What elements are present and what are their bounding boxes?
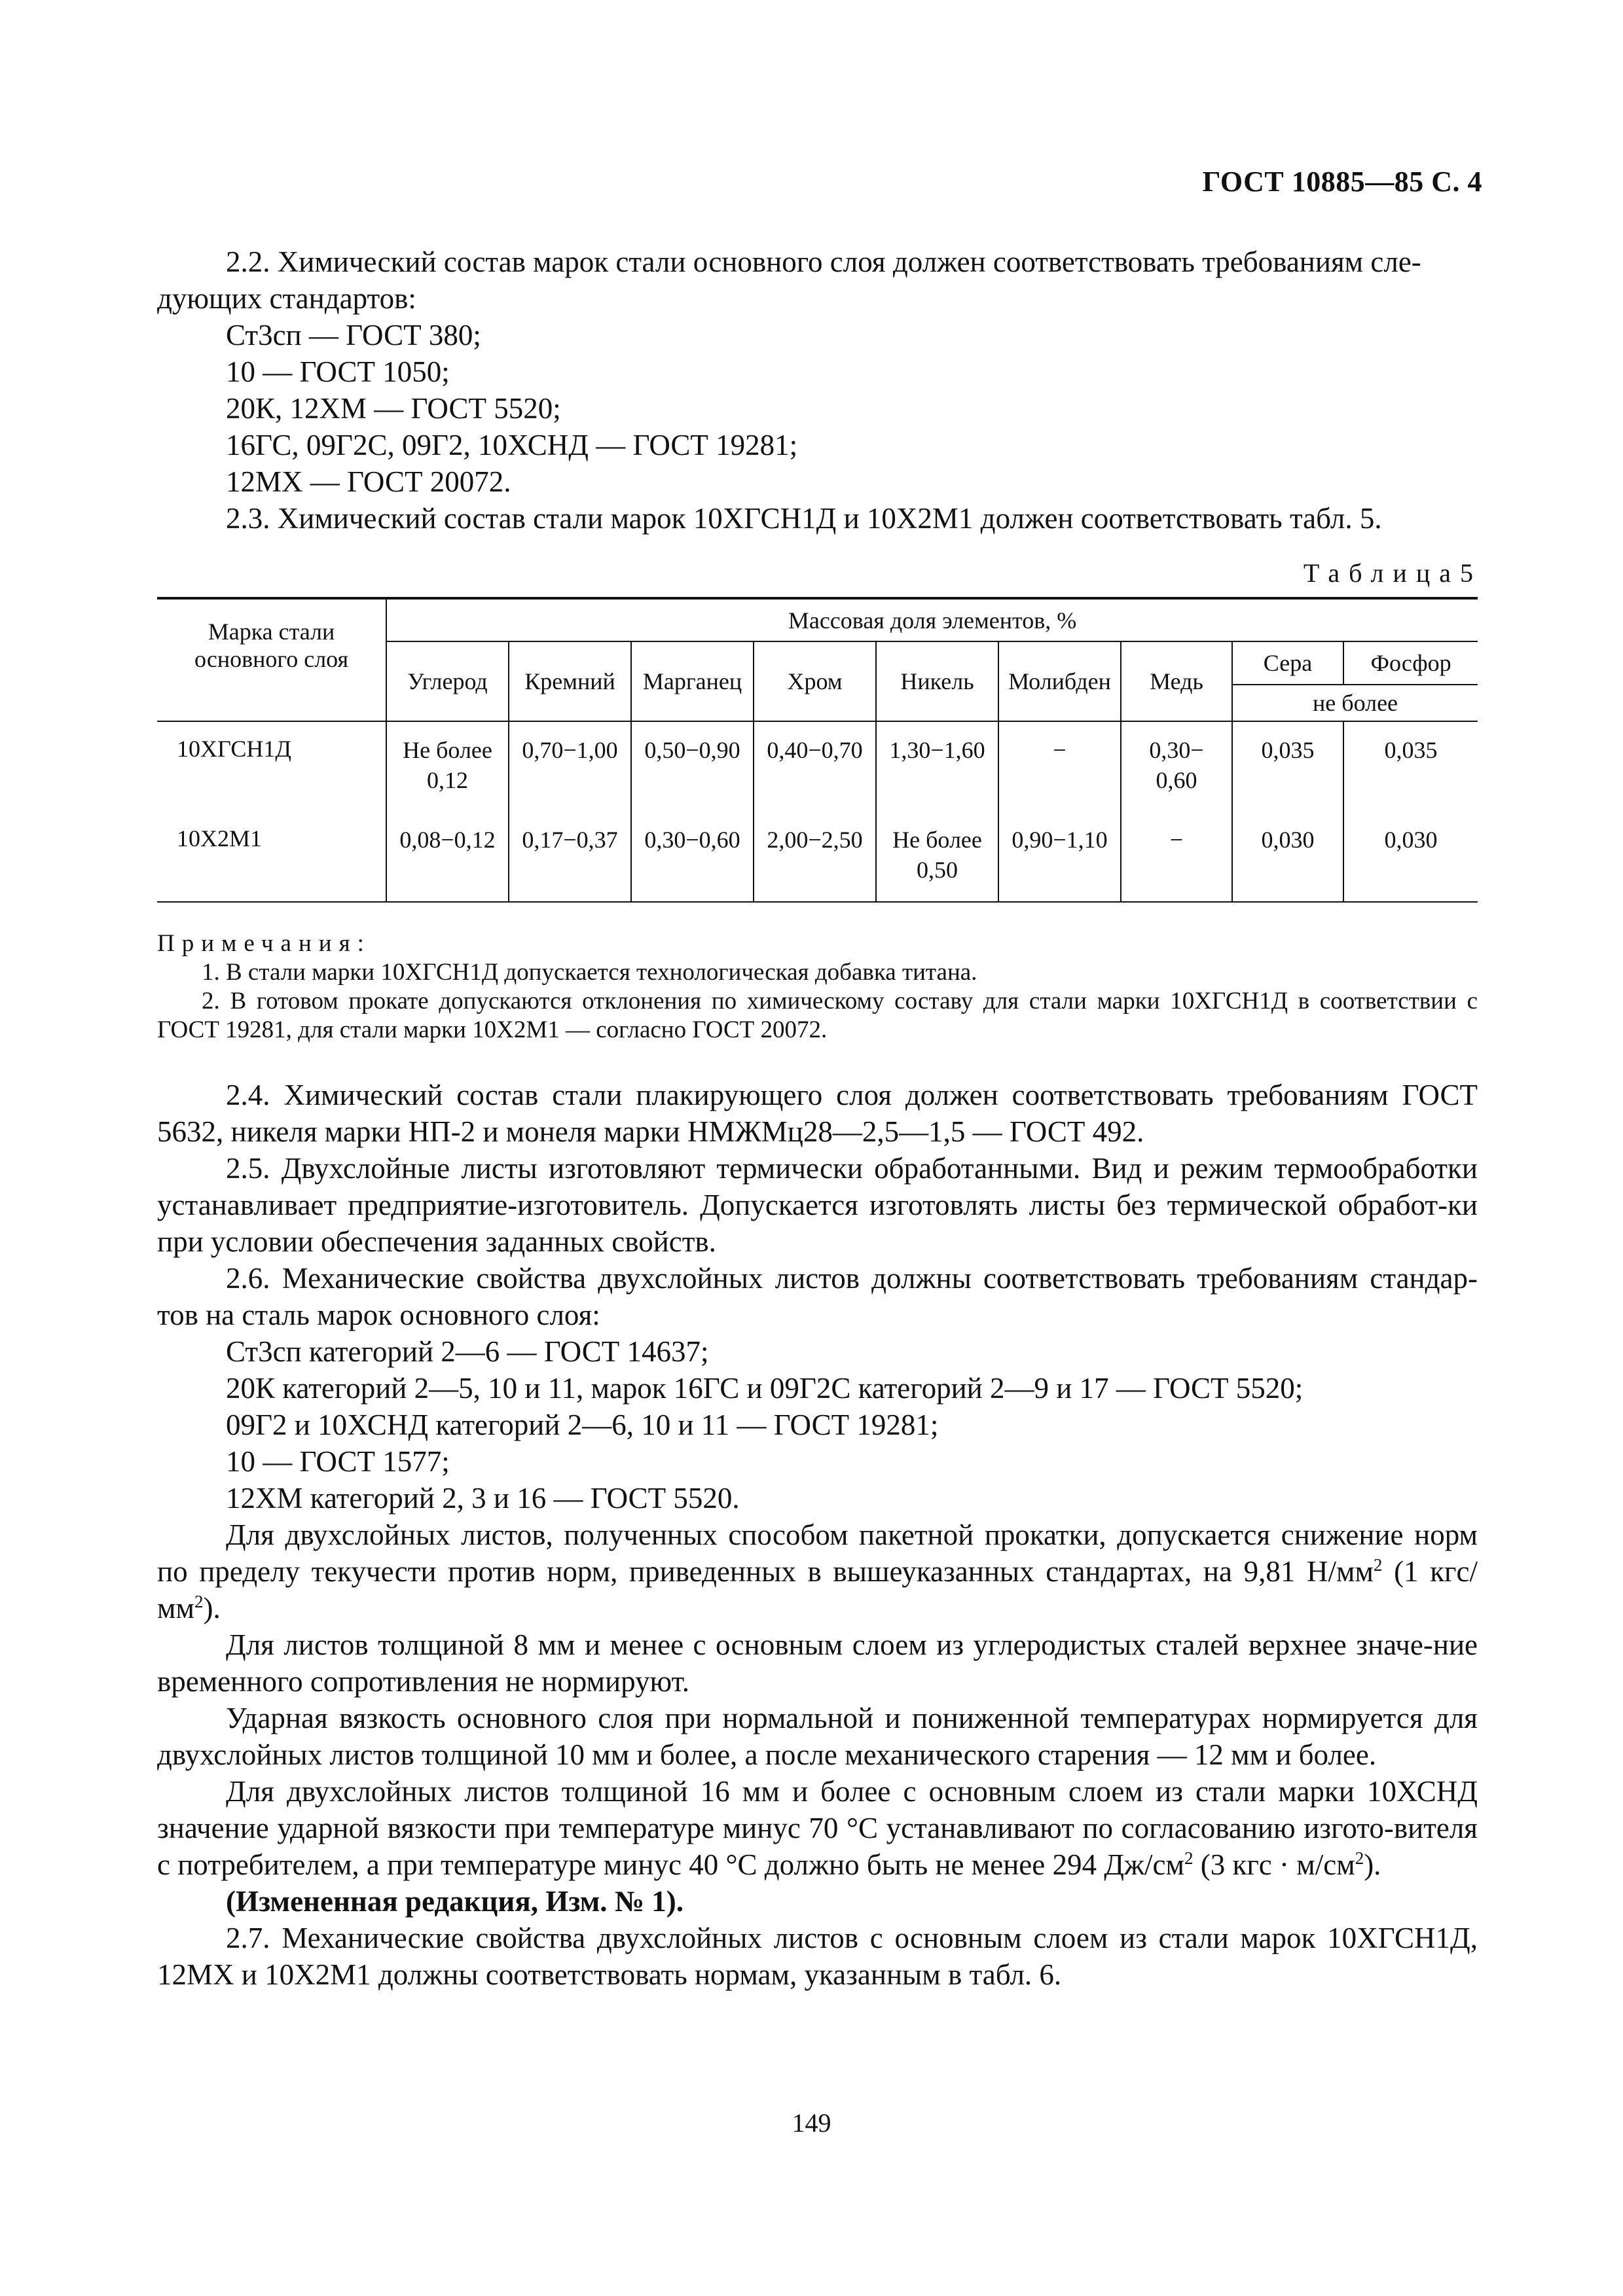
value-cell: − [1121, 812, 1232, 902]
standard-list-item: 12МХ — ГОСТ 20072. [226, 465, 511, 498]
value-cell: 0,40−0,70 [754, 721, 876, 812]
paragraph-2-2-line2: дующих стандартов: [157, 282, 416, 315]
note-2: 2. В готовом прокате допускаются отклонения по химическому составу для стали марки 10ХГСН1Д в соответствии с ГОСТ 19281, для стали марки 10Х2М1 — согласно ГОСТ 20072. [157, 988, 1478, 1043]
page-number: 149 [792, 2108, 831, 2138]
value-cell: 0,030 [1343, 812, 1478, 902]
notes-block [157, 929, 1478, 1045]
value-cell: 0,50−0,90 [631, 721, 754, 812]
standard-list-item: 12ХМ категорий 2, 3 и 16 — ГОСТ 5520. [226, 1482, 740, 1515]
superscript: 2 [194, 1592, 204, 1611]
grade-cell: 10Х2М1 [157, 812, 386, 902]
p16-text: Для двухслойных листов толщиной 16 мм и более с основным слоем из стали марки 10ХСНД значение ударной вязкости при температуре минус 70 °С устанавливают по согласованию изгото-вителя с потребителем, а при температуре минус 40 °С должно быть не менее 294 Дж/см [157, 1775, 1478, 1881]
note-1: 1. В стали марки 10ХГСН1Д допускается технологическая добавка титана. [202, 959, 977, 986]
standard-list-item: 10 — ГОСТ 1577; [226, 1445, 450, 1478]
standard-list-item: 20К, 12ХМ — ГОСТ 5520; [226, 392, 561, 425]
header-phosphorus: Фосфор [1343, 641, 1478, 685]
header-mass-fraction: Массовая доля элементов, % [386, 598, 1478, 641]
value-cell: 0,70−1,00 [509, 721, 631, 812]
pack-text-end: ). [203, 1592, 221, 1624]
notes-title: Примечания: [157, 930, 371, 957]
table-5 [157, 597, 1478, 903]
superscript: 2 [1373, 1555, 1383, 1575]
header-silicon: Кремний [509, 641, 631, 721]
value-cell: 0,08−0,12 [386, 812, 509, 902]
header-grade: Марка стали основного слоя [157, 598, 386, 721]
superscript: 2 [1184, 1848, 1194, 1868]
paragraph-pack-rolling [157, 1516, 1478, 1626]
grade-cell: 10ХГСН1Д [157, 721, 386, 812]
standard-list-item: 16ГС, 09Г2С, 09Г2, 10ХСНД — ГОСТ 19281; [226, 429, 798, 461]
header-nickel: Никель [876, 641, 998, 721]
value-cell: 0,035 [1232, 721, 1343, 812]
value-cell: 1,30−1,60 [876, 721, 998, 812]
table-row [157, 721, 1478, 812]
value-cell: Не более 0,50 [876, 812, 998, 902]
paragraph-impact: Ударная вязкость основного слоя при нормальной и пониженной температурах нормируется для двухслойных листов толщиной 10 мм и более, а после механического старения — 12 мм и более. [157, 1702, 1478, 1771]
header-manganese: Марганец [631, 641, 754, 721]
table-row [157, 812, 1478, 902]
document-code-header: ГОСТ 10885—85 С. 4 [1202, 166, 1482, 198]
paragraph-2-6: 2.6. Механические свойства двухслойных листов должны соответствовать требованиям стандар-тов на сталь марок основного слоя: [157, 1262, 1478, 1331]
paragraph-2-4: 2.4. Химический состав стали плакирующего слоя должен соответствовать требованиям ГОСТ 5632, никеля марки НП-2 и монеля марки НМЖМц28—2,5—1,5 — ГОСТ 492. [157, 1079, 1478, 1148]
paragraph-2-5: 2.5. Двухслойные листы изготовляют термически обработанными. Вид и режим термообработки устанавливает предприятие-изготовитель. Допускается изготовлять листы без термической обработ-ки при условии обеспечения заданных свойств. [157, 1152, 1478, 1258]
header-molybdenum: Молибден [998, 641, 1121, 721]
header-carbon: Углерод [386, 641, 509, 721]
standard-list-item: 20К категорий 2—5, 10 и 11, марок 16ГС и 09Г2С категорий 2—9 и 17 — ГОСТ 5520; [226, 1372, 1304, 1405]
section-top [157, 243, 1478, 537]
value-cell: 0,30− 0,60 [1121, 721, 1232, 812]
standard-list-item: 10 — ГОСТ 1050; [226, 355, 450, 388]
value-cell: 0,17−0,37 [509, 812, 631, 902]
header-chromium: Хром [754, 641, 876, 721]
amendment-note: (Измененная редакция, Изм. № 1). [226, 1885, 684, 1918]
table-caption: Таблица5 [1303, 558, 1482, 588]
standard-list-item: 09Г2 и 10ХСНД категорий 2—6, 10 и 11 — ГОСТ 19281; [226, 1408, 939, 1441]
superscript: 2 [1355, 1848, 1364, 1868]
value-cell: 0,035 [1343, 721, 1478, 812]
paragraph-2-7: 2.7. Механические свойства двухслойных листов с основным слоем из стали марок 10ХГСН1Д, 12МХ и 10Х2М1 должны соответствовать нормам, указанным в табл. 6. [157, 1922, 1478, 1991]
value-cell: 0,90−1,10 [998, 812, 1121, 902]
paragraph-thin-sheets: Для листов толщиной 8 мм и менее с основным слоем из углеродистых сталей верхнее значе-ние временного сопротивления не нормируют. [157, 1628, 1478, 1698]
p16-text-end: ). [1364, 1848, 1381, 1881]
paragraph-2-2 [157, 243, 1478, 317]
value-cell: − [998, 721, 1121, 812]
value-cell: 0,30−0,60 [631, 812, 754, 902]
section-bottom [157, 1077, 1478, 1993]
value-cell: 2,00−2,50 [754, 812, 876, 902]
header-copper: Медь [1121, 641, 1232, 721]
standard-list-item: Ст3сп категорий 2—6 — ГОСТ 14637; [226, 1335, 709, 1368]
pack-text: Для двухслойных листов, полученных способом пакетной прокатки, допускается снижение норм по пределу текучести против норм, приведенных в вышеуказанных стандартах, на 9,81 Н/мм [157, 1518, 1478, 1588]
p16-text-unit: (3 кгс · м/см [1193, 1848, 1355, 1881]
paragraph-16mm [157, 1773, 1478, 1883]
header-sulfur: Сера [1232, 641, 1343, 685]
header-not-more: не более [1232, 685, 1478, 721]
value-cell: 0,030 [1232, 812, 1343, 902]
value-cell: Не более 0,12 [386, 721, 509, 812]
paragraph-2-2-line1: 2.2. Химический состав марок стали основного слоя должен соответствовать требованиям сле- [226, 245, 1421, 278]
pack-text-unit: (1 кгс/мм [157, 1555, 1478, 1624]
standard-list-item: Ст3сп — ГОСТ 380; [226, 319, 481, 351]
paragraph-2-3: 2.3. Химический состав стали марок 10ХГСН1Д и 10Х2М1 должен соответствовать табл. 5. [226, 502, 1382, 535]
